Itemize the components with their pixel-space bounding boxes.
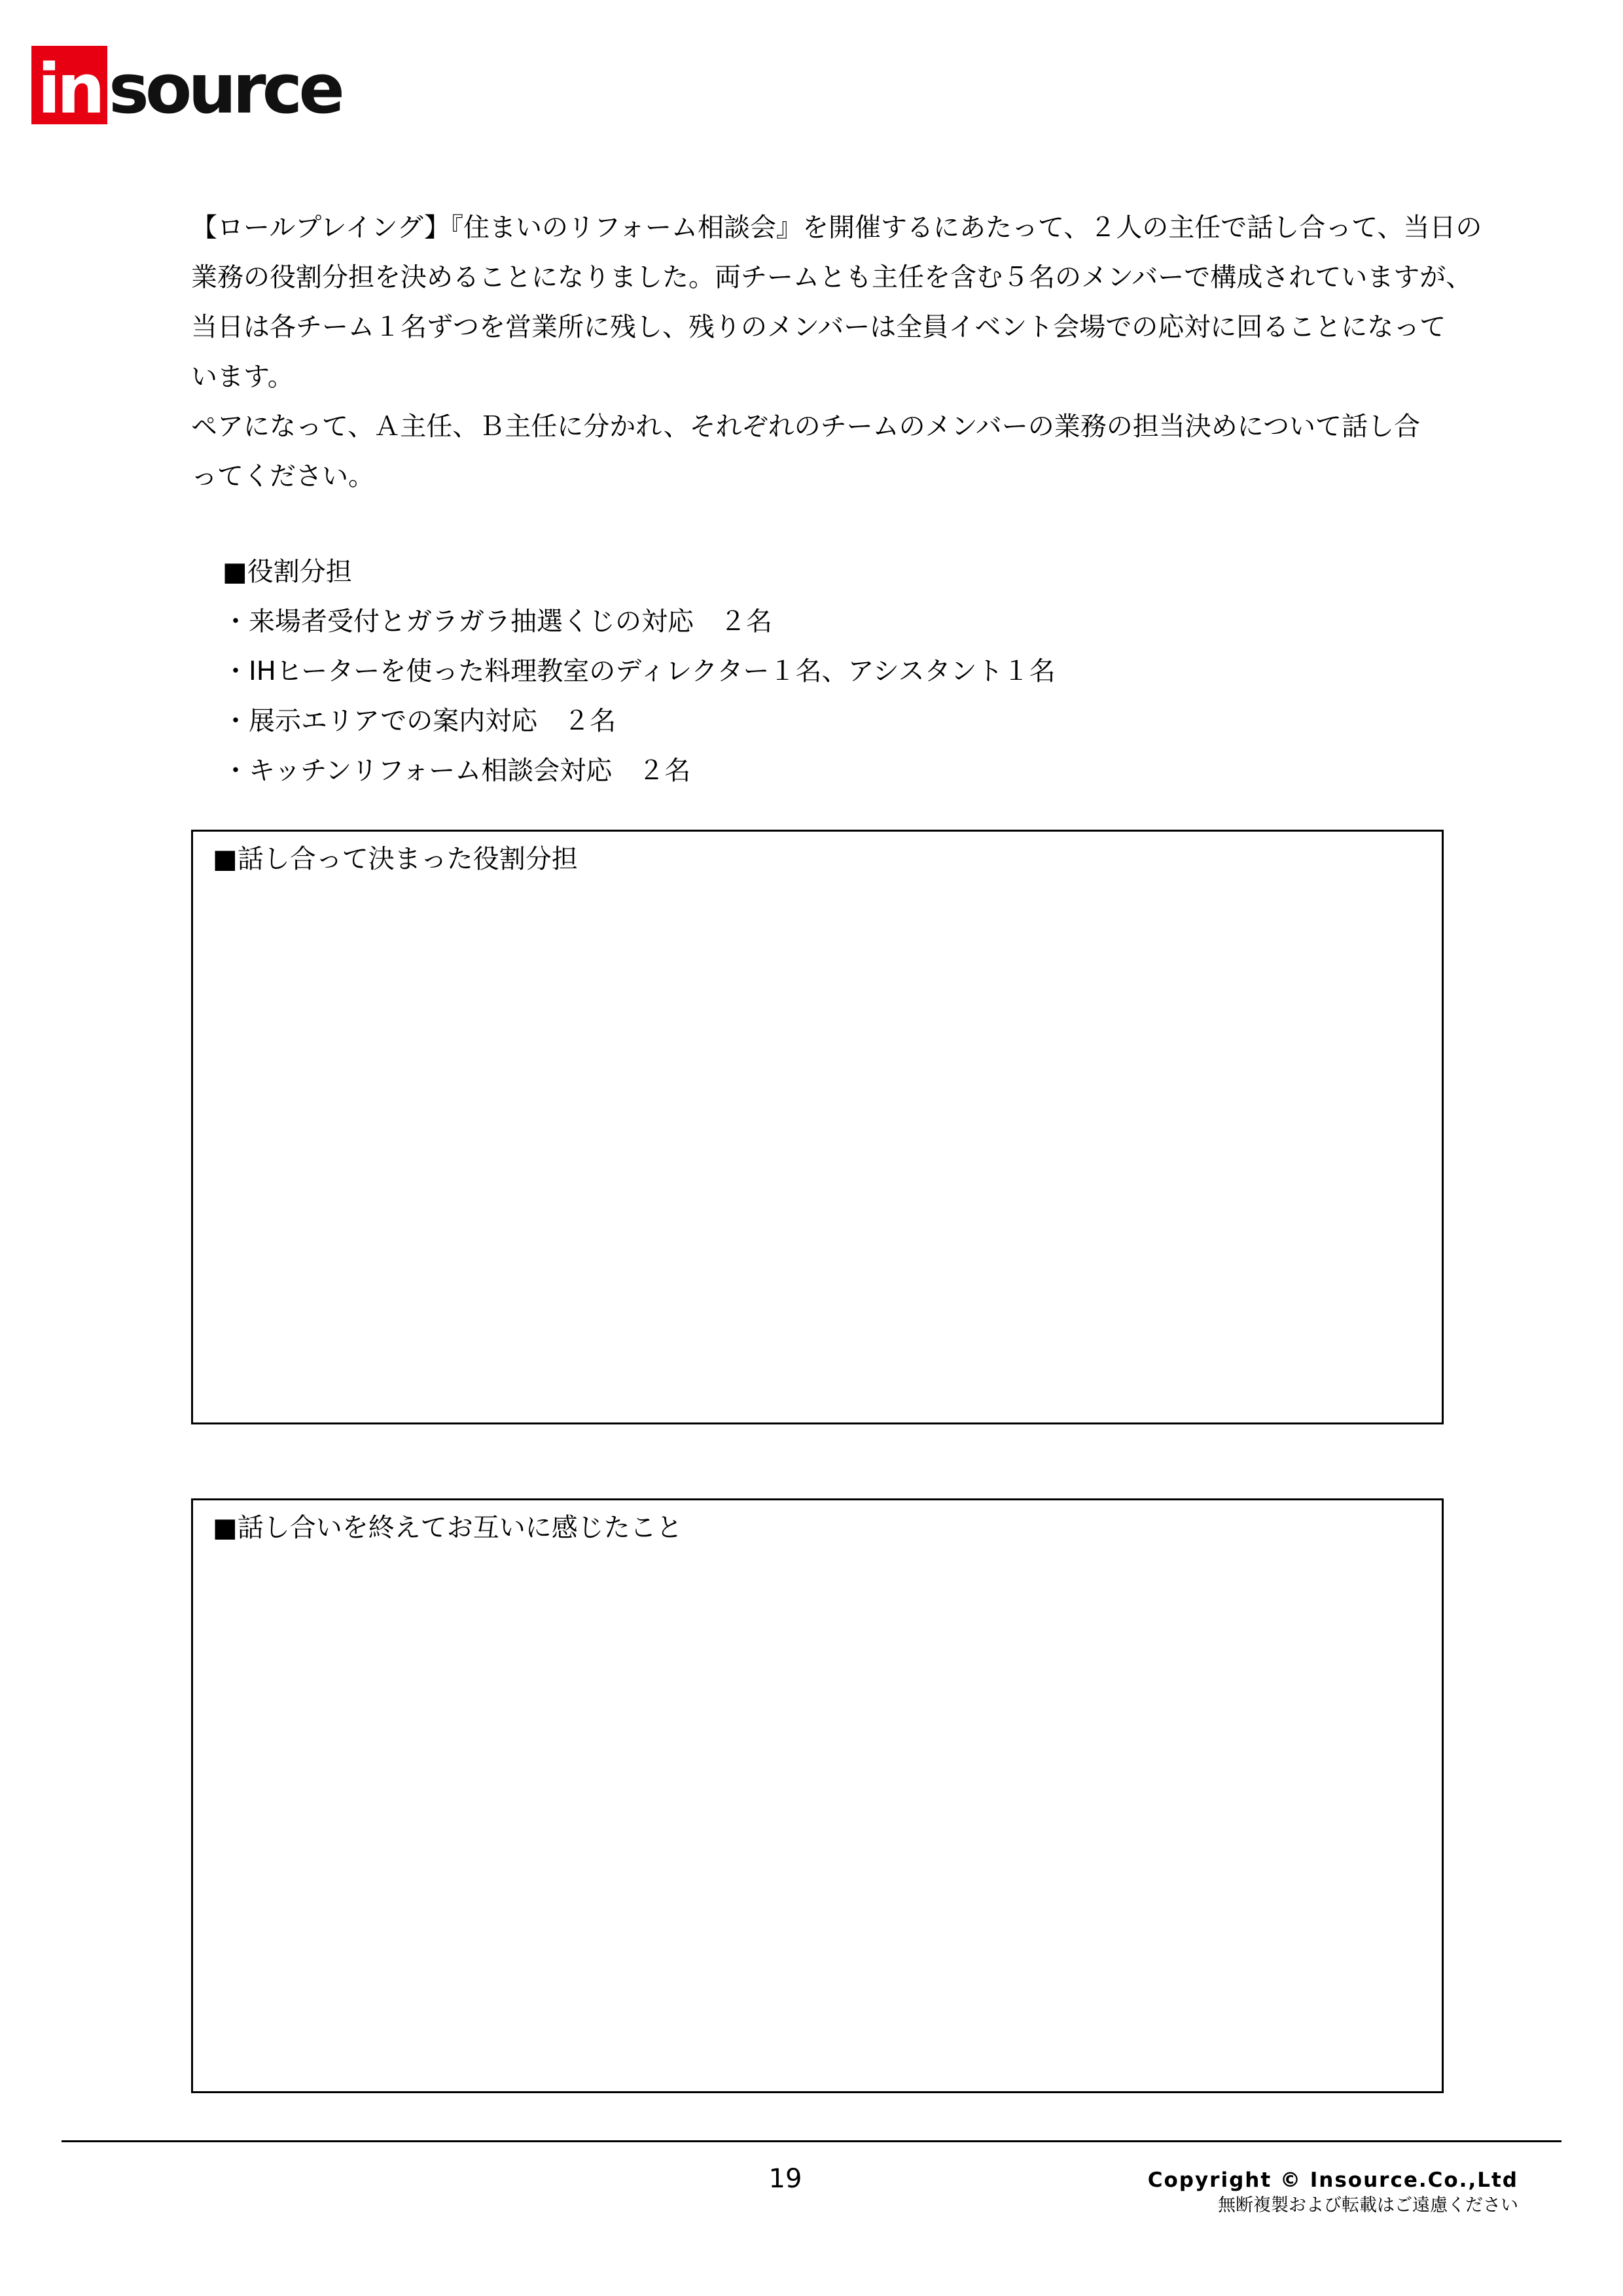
- role-list-item: ・キッチンリフォーム相談会対応 ２名: [223, 756, 691, 786]
- role-list: [223, 547, 1056, 796]
- role-list-item: ・展示エリアでの案内対応 ２名: [223, 706, 616, 736]
- intro-line: います。: [191, 362, 294, 392]
- role-list-heading: ■役割分担: [223, 557, 352, 587]
- intro-line: 【ロールプレイング】『住まいのリフォーム相談会』を開催するにあたって、２人の主任で話し合って、当日の: [191, 213, 1482, 243]
- role-list-item: ・来場者受付とガラガラ抽選くじの対応 ２名: [223, 607, 772, 637]
- intro-line: ってください。: [191, 461, 374, 491]
- page-number: 19: [768, 2164, 802, 2194]
- intro-line: ペアになって、Ａ主任、Ｂ主任に分かれ、それぞれのチームのメンバーの業務の担当決めについて話し合: [191, 412, 1420, 442]
- decided-roles-answer-box[interactable]: [191, 830, 1444, 1424]
- copyright-text: Copyright © Insource.Co.,Ltd: [1147, 2168, 1518, 2192]
- reflection-box-title: ■話し合いを終えてお互いに感じたこと: [213, 1513, 683, 1543]
- intro-line: 当日は各チーム１名ずつを営業所に残し、残りのメンバーは全員イベント会場での応対に回ることになって: [191, 312, 1446, 342]
- logo-wordmark: source: [109, 49, 341, 129]
- role-list-item: ・IHヒーターを使った料理教室のディレクター１名、アシスタント１名: [223, 656, 1056, 686]
- insource-logo: [31, 46, 341, 129]
- logo-in-mark: in: [31, 46, 107, 124]
- decided-roles-box-title: ■話し合って決まった役割分担: [213, 844, 578, 874]
- reflection-answer-box[interactable]: [191, 1498, 1444, 2093]
- reproduction-notice: 無断複製および転載はご遠慮ください: [1218, 2195, 1518, 2216]
- intro-line: 業務の役割分担を決めることになりました。両チームとも主任を含む５名のメンバーで構成されていますが、: [191, 262, 1472, 292]
- footer-divider: [62, 2140, 1561, 2142]
- intro-paragraph: [191, 203, 1500, 501]
